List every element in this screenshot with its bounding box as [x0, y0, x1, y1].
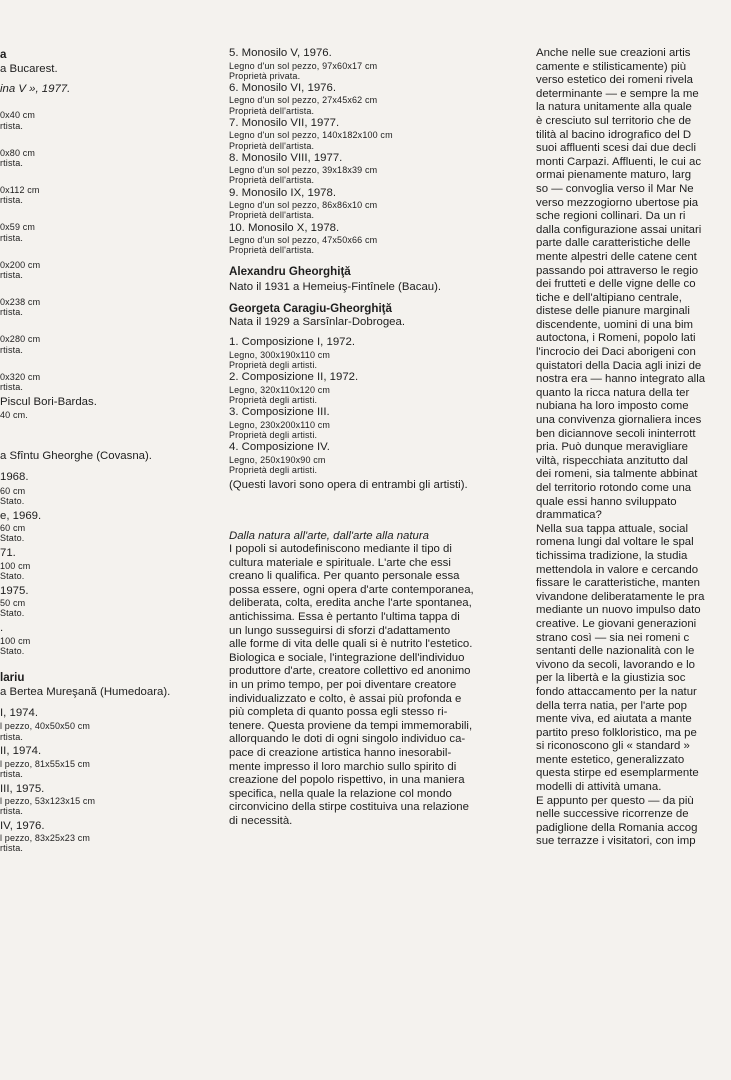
right-text-line: sue terrazze i visitatori, con imp: [536, 835, 696, 848]
catalog-entry: [229, 371, 529, 405]
right-text-line: è cresciuto sul territorio che de: [536, 114, 692, 127]
artist-georgeta: [229, 302, 529, 330]
entry-detail: Legno d'un sol pezzo, 97x60x17 cm: [229, 60, 378, 71]
right-text-line: partito preso folkloristico, ma pe: [536, 726, 697, 739]
entry-detail: Legno, 320x110x120 cm: [229, 384, 331, 395]
right-text-line: fissare le caratteristiche, manten: [536, 577, 700, 590]
entry-title: 10. Monosilo X, 1978.: [229, 221, 340, 234]
left-text-line: 1968.: [0, 471, 29, 483]
left-text-line: 100 cm: [0, 636, 31, 646]
left-text-line: 0x112 cm: [0, 185, 40, 195]
entry-owner: Proprietà degli artisti.: [229, 464, 318, 475]
right-text-line: padiglione della Romania accog: [536, 821, 698, 834]
entry-title: 9. Monosilo IX, 1978.: [229, 186, 337, 199]
right-text-line: una convivenza giornaliera inces: [536, 414, 702, 427]
right-text-line: vivono da secoli, lavorando e lo: [536, 658, 695, 671]
composizioni-list: [229, 336, 529, 475]
artist-name: Georgeta Caragiu-Gheorghiţă: [229, 301, 392, 315]
catalog-entry: [229, 406, 529, 440]
left-text-line: Piscul Bori-Bardas.: [0, 396, 97, 408]
essay-line: mente impresso il loro marchio sullo spirito di: [229, 760, 457, 773]
entry-owner: Proprietà dell'artista.: [229, 175, 315, 186]
essay-line: di necessità.: [229, 814, 293, 827]
left-text-line: 0x40 cm: [0, 110, 36, 120]
entry-title: 1. Composizione I, 1972.: [229, 336, 356, 349]
right-text-line: fondo attaccamento per la natur: [536, 685, 697, 698]
left-text-line: rtista.: [0, 233, 24, 243]
essay-line: più completa di quanto possa egli stesso ri-: [229, 706, 448, 719]
left-text-line: a Sfîntu Gheorghe (Covasna).: [0, 450, 152, 462]
left-text-line: l pezzo, 53x123x15 cm: [0, 796, 96, 806]
left-text-line: rtista.: [0, 345, 24, 355]
entry-detail: Legno d'un sol pezzo, 140x182x100 cm: [229, 130, 393, 141]
artist-alexandru: [229, 265, 529, 295]
right-text-line: ormai pienamente maturo, larg: [536, 169, 692, 182]
essay-line: individualizzato e colto, è assai più profonda e: [229, 692, 462, 705]
right-text-line: romena lungi dal voltare le spal: [536, 536, 694, 549]
right-text-line: si riconoscono gli « standard »: [536, 740, 690, 753]
right-text-line: mettendola in valore e cercando: [536, 563, 699, 576]
right-text-line: strano così — sia nei romeni c: [536, 631, 690, 644]
left-text-line: Stato.: [0, 646, 25, 656]
entry-title: 4. Composizione IV.: [229, 441, 330, 454]
entry-detail: Legno d'un sol pezzo, 27x45x62 cm: [229, 95, 378, 106]
right-text-line: mente estetico, generalizzato: [536, 753, 685, 766]
left-text-line: a Bertea Mureşană (Humedoara).: [0, 686, 171, 698]
right-text-line: distese delle pianure marginali: [536, 305, 690, 318]
essay: [229, 530, 529, 829]
entry-title: 3. Composizione III.: [229, 406, 330, 419]
entry-detail: Legno d'un sol pezzo, 86x86x10 cm: [229, 200, 378, 211]
left-text-line: rtista.: [0, 158, 24, 168]
right-text-line: suoi affluenti scesi dai due decli: [536, 142, 696, 155]
left-text-line: lariu: [0, 671, 25, 684]
entry-title: 7. Monosilo VII, 1977.: [229, 116, 340, 129]
left-text-line: rtista.: [0, 121, 24, 131]
right-text-line: dalla configurazione assai unitari: [536, 223, 702, 236]
right-text-line: per la libertà e la giustizia soc: [536, 672, 686, 685]
left-text-line: 0x238 cm: [0, 297, 41, 307]
essay-body: [229, 543, 529, 828]
left-text-line: Stato.: [0, 496, 25, 506]
joint-note: (Questi lavori sono opera di entrambi gli artisti).: [229, 479, 468, 492]
right-text-line: nostra era — hanno integrato alla: [536, 373, 706, 386]
left-text-line: II, 1974.: [0, 745, 42, 757]
right-text-line: parte dalle caratteristiche delle: [536, 237, 691, 250]
left-text-line: .: [0, 622, 4, 634]
entry-owner: Proprietà dell'artista.: [229, 105, 315, 116]
essay-line: possa essere, ogni opera d'arte contemporanea,: [229, 583, 474, 596]
left-text-line: rtista.: [0, 843, 24, 853]
left-text-line: 0x200 cm: [0, 260, 41, 270]
left-text-line: rtista.: [0, 270, 24, 280]
right-text-line: della terra natia, per l'arte pop: [536, 699, 687, 712]
left-column: [0, 47, 222, 867]
right-text-line: del territorio rotondo come una: [536, 482, 692, 494]
essay-line: specifica, nella quale la relazione col mondo: [229, 787, 452, 800]
essay-line: I popoli si autodefiniscono mediante il tipo di: [229, 543, 452, 556]
right-text-line: nelle successive ricorrenze de: [536, 808, 689, 821]
right-text-line: la natura unitamente alla quale: [536, 101, 692, 114]
entry-detail: Legno, 300x190x110 cm: [229, 349, 331, 360]
left-text-line: Stato.: [0, 533, 25, 543]
entry-detail: Legno d'un sol pezzo, 39x18x39 cm: [229, 165, 378, 176]
essay-line: cultura materiale e spirituale. L'arte che essi: [229, 556, 451, 569]
right-text-line: Nella sua tappa attuale, social: [536, 522, 688, 535]
entry-detail: Legno, 230x200x110 cm: [229, 419, 331, 430]
right-text-line: vivandone deliberatamente le pra: [536, 590, 705, 603]
right-text-line: tiche e dell'altipiano centrale,: [536, 291, 682, 304]
right-text-line: quale essi hanno sviluppato: [536, 495, 677, 508]
right-text-line: discendente, uomini di una bim: [536, 318, 694, 331]
monosilo-list: [229, 47, 529, 255]
left-text-line: 0x59 cm: [0, 222, 36, 232]
left-text-line: Stato.: [0, 608, 25, 618]
essay-line: alle forme di vita delle quali si è nutrito l'estetico.: [229, 638, 473, 651]
right-text-line: determinante — e sempre la me: [536, 87, 699, 100]
right-text-line: sche regioni collinari. Da un ri: [536, 210, 686, 223]
entry-title: 8. Monosilo VIII, 1977.: [229, 151, 343, 164]
left-text-line: IV, 1976.: [0, 820, 45, 832]
left-text-line: 60 cm: [0, 486, 26, 496]
essay-line: deliberata, colta, eredita anche l'arte spontanea,: [229, 597, 472, 610]
catalog-entry: [229, 117, 529, 151]
right-text-line: sentanti delle nazionalità con le: [536, 645, 695, 658]
entry-title: 5. Monosilo V, 1976.: [229, 47, 332, 59]
right-text-line: E appunto per questo — da più: [536, 794, 694, 807]
right-text-line: passando poi attraverso le regio: [536, 264, 699, 277]
entry-owner: Proprietà degli artisti.: [229, 429, 318, 440]
essay-line: un lungo susseguirsi di sforzi d'adattamento: [229, 624, 451, 637]
left-text-line: 0x80 cm: [0, 148, 36, 158]
right-text-line: dei frutteti e delle vigne delle co: [536, 278, 696, 291]
right-text-line: mente alpestri delle catene cent: [536, 250, 697, 263]
essay-line: tenere. Questa proviene da tempi immemorabili,: [229, 719, 473, 732]
right-text-line: drammatica?: [536, 509, 602, 522]
right-text-line: verso estetico dei romeni rivela: [536, 74, 694, 87]
right-text-line: so — convoglia verso il Mar Ne: [536, 182, 694, 195]
artist-bio: Nato il 1931 a Hemeiuş-Fintînele (Bacau).: [229, 281, 442, 294]
left-text-line: l pezzo, 40x50x50 cm: [0, 721, 91, 731]
right-text-line: verso mezzogiorno ubertose pia: [536, 196, 699, 209]
right-column: [536, 47, 731, 849]
catalog-entry: [229, 47, 529, 81]
left-text-line: rtista.: [0, 769, 24, 779]
right-text-line: l'incrocio dei Daci aborigeni con: [536, 346, 696, 359]
right-text-line: creative. Le giovani generazioni: [536, 617, 697, 630]
right-text-line: viltà, rispecchiata anzitutto dal: [536, 454, 688, 467]
right-text-line: tichissima tradizione, la studia: [536, 549, 688, 562]
right-text-line: ben diciannove secoli ininterrott: [536, 427, 696, 440]
right-text-line: nubiana ha loro imposto come: [536, 400, 689, 413]
left-text-line: 50 cm: [0, 598, 26, 608]
right-text-line: pria. Può dunque meravigliare: [536, 441, 688, 454]
entry-owner: Proprietà degli artisti.: [229, 395, 318, 406]
essay-line: antichissima. Essa è pertanto l'ultima tappa di: [229, 611, 460, 624]
artist-name: Alexandru Gheorghiţă: [229, 265, 351, 279]
right-text-line: tilità al bacino idrografico del D: [536, 128, 692, 141]
essay-line: creano li qualifica. Per quanto personale essa: [229, 570, 460, 583]
left-text-line: e, 1969.: [0, 510, 42, 522]
entry-detail: Legno, 250x190x90 cm: [229, 454, 326, 465]
right-text-line: dei romeni, sia talmente abbinat: [536, 468, 698, 481]
catalog-entry: [229, 82, 529, 116]
right-text-line: modelli di attività umana.: [536, 781, 662, 794]
left-text-line: 40 cm.: [0, 410, 28, 420]
essay-line: in un primo tempo, per poi diventare creatore: [229, 679, 457, 691]
artist-bio: Nata il 1929 a Sarsînlar-Dobrogea.: [229, 315, 406, 328]
essay-line: Biologica e sociale, l'integrazione dell'individuo: [229, 651, 465, 664]
left-text-line: a Bucarest.: [0, 63, 58, 75]
left-text-line: rtista.: [0, 806, 24, 816]
right-text-line: quistatori della Dacia agli inizi de: [536, 359, 702, 372]
left-text-line: rtista.: [0, 307, 24, 317]
entry-owner: Proprietà degli artisti.: [229, 360, 318, 371]
entry-owner: Proprietà privata.: [229, 70, 301, 81]
left-text-line: l pezzo, 81x55x15 cm: [0, 759, 91, 769]
entry-owner: Proprietà dell'artista.: [229, 210, 315, 221]
left-text-line: ina V », 1977.: [0, 83, 71, 95]
left-text-line: 0x280 cm: [0, 334, 41, 344]
entry-title: 6. Monosilo VI, 1976.: [229, 81, 337, 94]
catalog-entry: [229, 336, 529, 370]
catalog-entry: [229, 222, 529, 256]
essay-title: Dalla natura all'arte, dall'arte alla natura: [229, 529, 430, 542]
entry-owner: Proprietà dell'artista.: [229, 140, 315, 151]
right-text-line: autoctona, i Romeni, popolo lati: [536, 332, 696, 345]
catalog-entry: [229, 441, 529, 475]
left-text-line: rtista.: [0, 195, 24, 205]
essay-line: allorquando le doti di ogni singolo individuo ca-: [229, 733, 466, 746]
left-text-line: I, 1974.: [0, 707, 38, 719]
essay-line: produttore d'arte, creatore collettivo ed anonimo: [229, 665, 471, 678]
essay-line: creazione del popolo rispettivo, in una maniera: [229, 774, 465, 787]
catalog-entry: [229, 187, 529, 221]
left-text-line: 100 cm: [0, 561, 31, 571]
right-text-line: questa stirpe ed esemplarmente: [536, 767, 699, 780]
left-text-line: rtista.: [0, 732, 24, 742]
entry-title: 2. Composizione II, 1972.: [229, 371, 359, 384]
left-text-line: 0x320 cm: [0, 372, 41, 382]
left-text-line: III, 1975.: [0, 783, 45, 795]
right-text-line: quanto la ricca natura della ter: [536, 386, 690, 399]
left-text-line: 1975.: [0, 585, 29, 597]
right-text-line: Anche nelle sue creazioni artis: [536, 47, 691, 59]
left-text-line: 71.: [0, 547, 16, 559]
right-text-line: mente viva, ed aiutata a mante: [536, 713, 692, 726]
right-text-line: monti Carpazi. Affluenti, le cui ac: [536, 155, 702, 168]
left-text-line: a: [0, 48, 7, 61]
entry-owner: Proprietà dell'artista.: [229, 245, 315, 256]
essay-line: circonvicino della stirpe costituiva una relazione: [229, 801, 469, 814]
entry-detail: Legno d'un sol pezzo, 47x50x66 cm: [229, 235, 378, 246]
left-text-line: rtista.: [0, 382, 24, 392]
catalog-entry: [229, 152, 529, 186]
left-text-line: Stato.: [0, 571, 25, 581]
middle-column: [229, 47, 529, 829]
essay-line: pace di creazione artistica hanno inesorabil-: [229, 746, 452, 759]
right-text-line: camente e stilisticamente) più: [536, 60, 687, 73]
left-text-line: l pezzo, 83x25x23 cm: [0, 833, 91, 843]
right-text-line: mediante un nuovo impulso dato: [536, 604, 701, 617]
left-text-line: 60 cm: [0, 523, 26, 533]
